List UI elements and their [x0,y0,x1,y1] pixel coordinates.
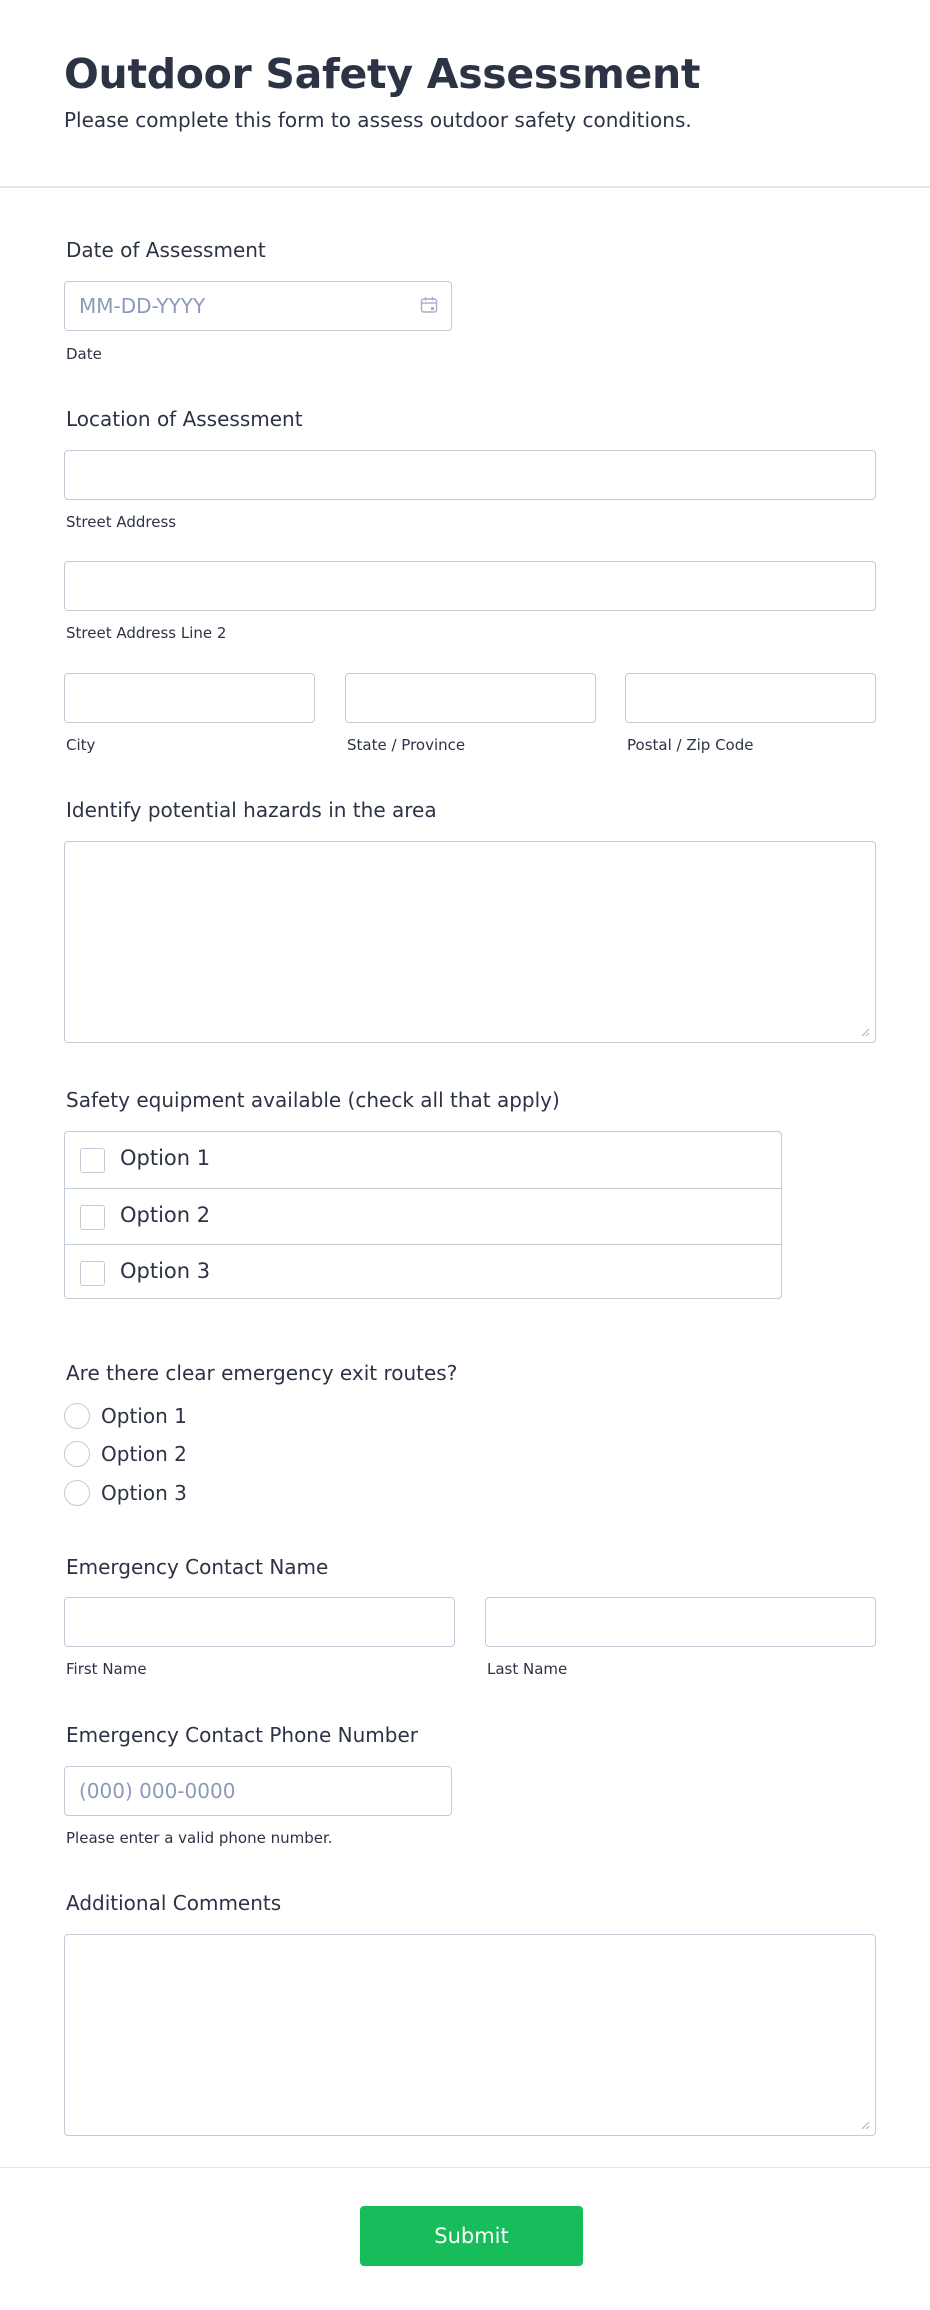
comments-resize-handle[interactable] [860,2120,870,2130]
equipment-option-3[interactable] [65,1244,781,1300]
phone-question-label: Emergency Contact Phone Number [66,1723,418,1747]
exit-routes-question-label: Are there clear emergency exit routes? [66,1361,458,1385]
equipment-option-1[interactable] [65,1132,781,1188]
hazards-question-label: Identify potential hazards in the area [66,798,437,822]
checkbox[interactable] [80,1148,105,1173]
calendar-icon[interactable] [420,296,438,314]
comments-question-label: Additional Comments [66,1891,282,1915]
first-name-sublabel: First Name [66,1660,147,1678]
city-sublabel: City [66,736,96,754]
date-sublabel: Date [66,345,102,363]
state-sublabel: State / Province [347,736,466,754]
comments-textarea[interactable] [64,1934,876,2136]
page-subtitle: Please complete this form to assess outdoor safety conditions. [64,108,692,132]
radio-button[interactable] [64,1480,90,1506]
checkbox-label: Option 3 [120,1259,211,1283]
radio-label: Option 1 [101,1404,187,1428]
contact-name-question-label: Emergency Contact Name [66,1555,329,1579]
state-input[interactable] [345,673,596,723]
radio-button[interactable] [64,1441,90,1467]
radio-label: Option 2 [101,1442,187,1466]
zip-sublabel: Postal / Zip Code [627,736,754,754]
checkbox-label: Option 1 [120,1146,211,1170]
page-title: Outdoor Safety Assessment [64,50,701,98]
date-question-label: Date of Assessment [66,238,266,262]
street-address-input[interactable] [64,450,876,500]
city-input[interactable] [64,673,315,723]
equipment-option-2[interactable] [65,1188,781,1244]
street-address-line2-sublabel: Street Address Line 2 [66,624,227,642]
phone-sublabel: Please enter a valid phone number. [66,1829,333,1847]
checkbox[interactable] [80,1261,105,1286]
first-name-input[interactable] [64,1597,455,1647]
last-name-input[interactable] [485,1597,876,1647]
equipment-checkbox-group [64,1131,782,1299]
checkbox-label: Option 2 [120,1203,211,1227]
hazards-resize-handle[interactable] [860,1027,870,1037]
date-input[interactable] [64,281,452,331]
street-address-sublabel: Street Address [66,513,177,531]
street-address-line2-input[interactable] [64,561,876,611]
location-question-label: Location of Assessment [66,407,303,431]
radio-label: Option 3 [101,1481,187,1505]
form-header [0,0,930,188]
last-name-sublabel: Last Name [487,1660,568,1678]
zip-input[interactable] [625,673,876,723]
phone-input[interactable] [64,1766,452,1816]
radio-button[interactable] [64,1403,90,1429]
hazards-textarea[interactable] [64,841,876,1043]
checkbox[interactable] [80,1205,105,1230]
submit-button[interactable]: Submit [360,2206,583,2266]
equipment-question-label: Safety equipment available (check all that apply) [66,1088,560,1112]
footer-divider [0,2167,930,2168]
